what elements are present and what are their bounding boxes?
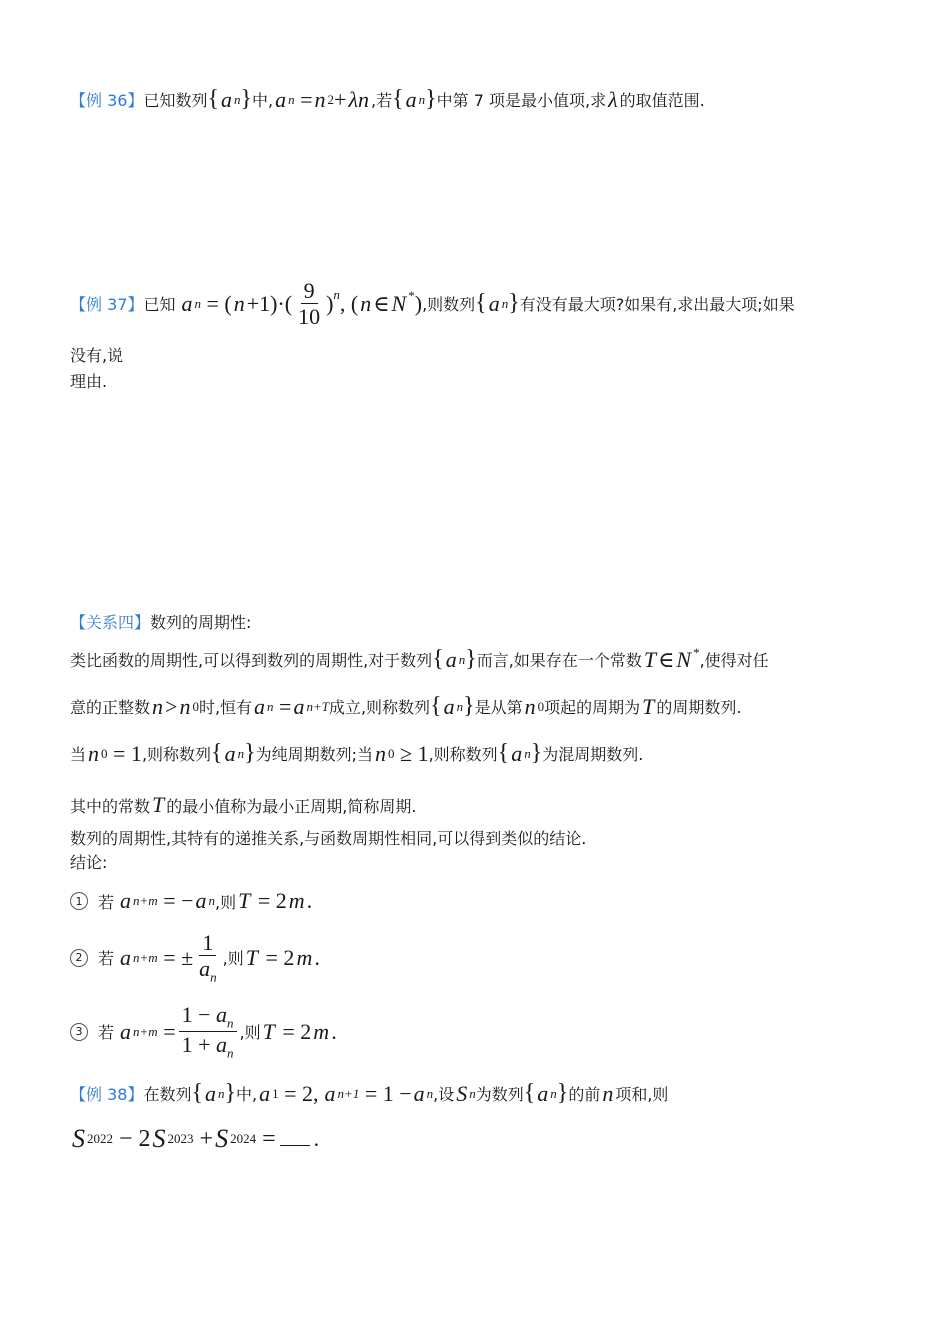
relation-4-p1: 类比函数的周期性,可以得到数列的周期性,对于数列 { a n } 而言,如果存在一个常数 T ∈ N * ,使得对任 — [70, 644, 769, 672]
example-37-line2: 没有,说 — [70, 346, 124, 365]
conclusion-1: 1 若 a n+m = − a n ,则 T = 2 m . — [70, 888, 312, 914]
answer-blank[interactable] — [280, 1145, 310, 1146]
relation-4-p4: 其中的常数 T 的最小值称为最小正周期,简称周期. — [70, 792, 417, 817]
relation-4-heading: 【关系四】 数列的周期性: — [70, 613, 252, 632]
example-37-line3: 理由. — [70, 372, 108, 391]
example-37: 【例 37】 已知 a n = ( n +1)·( $\frac{9}{10}$ ) $^n$ , ( n ∈ N * ) ,则数列 { a n } 有没有最大项?如果有,求出最大项;如果 — [70, 278, 795, 330]
example-36: 【例 36】 已知数列 { a n } 中, a n = n 2 + λn ,若 { a n } 中第 7 项是最小值项,求 λ 的取值范围. — [70, 86, 705, 112]
circled-number: 2 — [70, 949, 88, 967]
circled-number: 3 — [70, 1023, 88, 1041]
conclusion-3: 3 若 a n+m = $\frac{1 - a_n}{1 + a_n}$ ,则 T = 2 m . — [70, 1002, 337, 1062]
relation-4-p6: 结论: — [70, 853, 108, 872]
relation-4-p5: 数列的周期性,其特有的递推关系,与函数周期性相同,可以得到类似的结论. — [70, 829, 587, 848]
example-38-expression: S 2022 − 2 S 2023 + S 2024 = . — [72, 1124, 320, 1153]
conclusion-2: 2 若 a n+m = ± $\frac{1}{a_n}$ ,则 T = 2 m . — [70, 930, 320, 986]
example-37-tag: 【例 37】 — [70, 295, 144, 315]
relation-4-p2: 意的正整数 n > n 0 时,恒有 a n = a n+T 成立,则称数列 { a n } 是从第 n 0 项起的周期为 T 的周期数列. — [70, 693, 742, 719]
example-38-tag: 【例 38】 — [70, 1085, 144, 1104]
example-36-tag: 【例 36】 — [70, 91, 144, 110]
example-38: 【例 38】 在数列 { a n } 中, a 1 = 2, a n+1 = 1 − a n ,设 S n 为数列 { a n } 的前 n 项和,则 — [70, 1080, 669, 1106]
relation-4-p3: 当 n 0 = 1 ,则称数列 { a n } 为纯周期数列;当 n 0 ≥ 1 ,则称数列 { a n } 为混周期数列. — [70, 740, 644, 766]
circled-number: 1 — [70, 892, 88, 910]
